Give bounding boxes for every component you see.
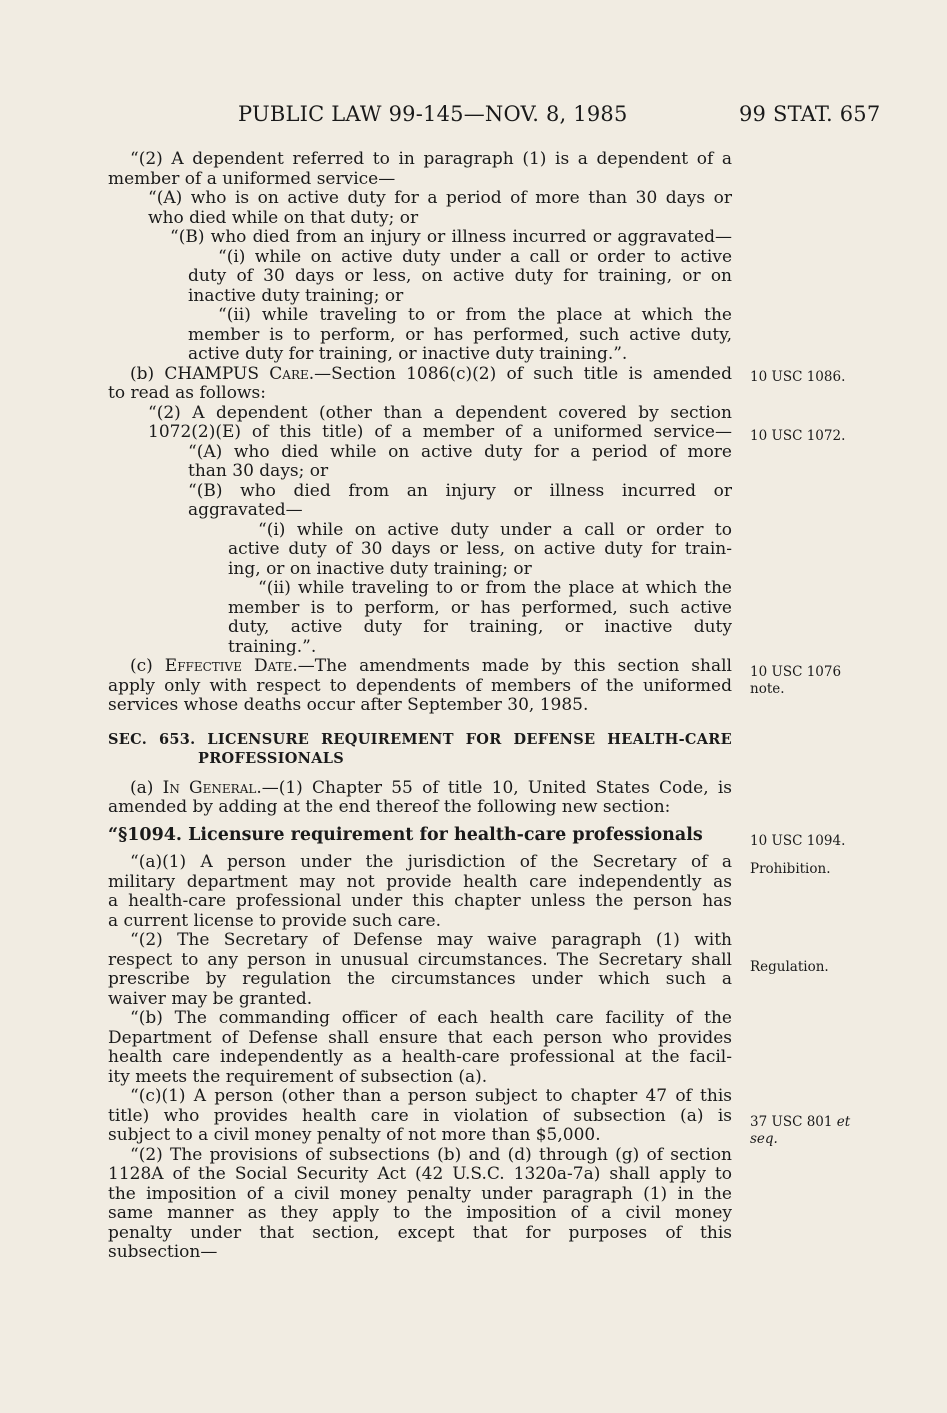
subsection-label: (a) xyxy=(130,777,163,798)
text-line: ing, or on inactive duty training; or xyxy=(228,558,532,579)
margin-note: Prohibition. xyxy=(750,861,831,877)
text-line: 1072(2)(E) of this title) of a member of a uniformed service— xyxy=(148,422,732,442)
text-line: a health-care professional under this chapter unless the person has xyxy=(108,891,732,911)
text-line: who died while on that duty; or xyxy=(148,207,419,228)
text-line: services whose deaths occur after September 30, 1985. xyxy=(108,695,589,715)
text-line: prescribe by regulation the circumstances under which such a xyxy=(108,969,732,989)
text-line: “(b) The commanding officer of each health care facility of the xyxy=(130,1008,732,1028)
text-line: to read as follows: xyxy=(108,383,266,403)
margin-note-italic: et xyxy=(836,1114,851,1130)
text-line: penalty under that section, except that for purposes of this xyxy=(108,1222,732,1243)
subsection-text: .—The amendments made by this section shall xyxy=(292,656,732,676)
text-line: military department may not provide health care independently as xyxy=(108,871,732,892)
text-line: “(2) A dependent referred to in paragraph (1) is a dependent of a xyxy=(130,149,732,169)
subsection-c-line xyxy=(108,657,732,677)
subsection-heading: CHAMPUS Care xyxy=(164,363,309,384)
text-line: member is to perform, or has performed, such active xyxy=(228,597,732,618)
text-line: “(ii) while traveling to or from the place at which the xyxy=(218,305,732,325)
text-line: inactive duty training; or xyxy=(188,285,404,306)
text-line: same manner as they apply to the imposition of a civil money xyxy=(108,1203,732,1223)
margin-note xyxy=(750,1114,850,1131)
body-text xyxy=(108,150,732,1263)
text-line: ity meets the requirement of subsection (a). xyxy=(108,1066,488,1087)
text-line: apply only with respect to dependents of members of the uniformed xyxy=(108,675,732,696)
subsection-text: .—Section 1086(c)(2) of such title is amended xyxy=(308,363,732,384)
text-line: “(A) who is on active duty for a period of more than 30 days or xyxy=(148,188,732,208)
text-line: subject to a civil money penalty of not more than $5,000. xyxy=(108,1125,601,1145)
new-section-heading: “§1094. Licensure requirement for health-care professionals xyxy=(108,824,703,845)
text-line: health care independently as a health-care professional at the facil- xyxy=(108,1047,732,1067)
text-line: “(ii) while traveling to or from the place at which the xyxy=(258,578,732,598)
text-line: “(i) while on active duty under a call or order to active xyxy=(218,246,732,267)
margin-note: 10 USC 1076 xyxy=(750,664,842,680)
subsection-a-line xyxy=(108,779,732,799)
text-line: “(i) while on active duty under a call or order to xyxy=(258,519,732,540)
text-line: duty, active duty for training, or inactive duty xyxy=(228,617,732,637)
margin-note-text: 37 USC 801 xyxy=(750,1114,837,1130)
subsection-text: .—(1) Chapter 55 of title 10, United States Code, is xyxy=(256,777,732,798)
text-line: waiver may be granted. xyxy=(108,988,313,1009)
margin-note: 10 USC 1072. xyxy=(750,428,846,444)
text-line: “(B) who died from an injury or illness incurred or aggravated— xyxy=(170,227,732,247)
text-line: “(a)(1) A person under the jurisdiction of the Secretary of a xyxy=(130,852,732,872)
margin-note: note. xyxy=(750,681,785,697)
text-line: training.”. xyxy=(228,636,317,657)
subsection-label: (c) xyxy=(130,656,165,676)
text-line: active duty for training, or inactive duty training.”. xyxy=(188,344,628,364)
text-line: amended by adding at the end thereof the following new section: xyxy=(108,797,671,817)
text-line: “(2) A dependent (other than a dependent covered by section xyxy=(148,402,732,423)
subsection-heading: In General xyxy=(162,777,257,798)
text-line: aggravated— xyxy=(188,500,303,520)
subsection-heading: Effective Date xyxy=(164,656,293,676)
section-heading: SEC. 653. LICENSURE REQUIREMENT FOR DEFENSE HEALTH-CARE xyxy=(108,730,732,748)
text-line: respect to any person in unusual circumstances. The Secretary shall xyxy=(108,949,732,970)
subsection-b-line xyxy=(108,365,732,385)
text-line: 1128A of the Social Security Act (42 U.S.C. 1320a-7a) shall apply to xyxy=(108,1164,732,1184)
text-line: member is to perform, or has performed, such active duty, xyxy=(188,324,732,345)
text-line: subsection— xyxy=(108,1242,218,1262)
margin-note: 10 USC 1086. xyxy=(750,369,846,385)
text-line: the imposition of a civil money penalty under paragraph (1) in the xyxy=(108,1183,732,1204)
text-line: active duty of 30 days or less, on active duty for train- xyxy=(228,539,732,559)
text-line: member of a uniformed service— xyxy=(108,168,396,189)
text-line: a current license to provide such care. xyxy=(108,910,441,931)
section-heading-cont: PROFESSIONALS xyxy=(198,750,345,767)
text-line: “(2) The provisions of subsections (b) and (d) through (g) of section xyxy=(130,1144,732,1165)
text-line: “(2) The Secretary of Defense may waive paragraph (1) with xyxy=(130,930,732,950)
subsection-label: (b) xyxy=(130,363,165,384)
text-line: “(B) who died from an injury or illness incurred or xyxy=(188,480,732,501)
margin-note: 10 USC 1094. xyxy=(750,833,846,849)
running-header-stat: 99 STAT. 657 xyxy=(739,102,881,126)
text-line: than 30 days; or xyxy=(188,461,329,481)
running-header-title: PUBLIC LAW 99-145—NOV. 8, 1985 xyxy=(238,102,628,126)
margin-note: Regulation. xyxy=(750,959,829,975)
text-line: duty of 30 days or less, on active duty for training, or on xyxy=(188,266,732,286)
text-line: Department of Defense shall ensure that each person who provides xyxy=(108,1027,732,1048)
margin-note: seq. xyxy=(750,1131,778,1147)
text-line: “(A) who died while on active duty for a period of more xyxy=(188,441,732,462)
text-line: “(c)(1) A person (other than a person subject to chapter 47 of this xyxy=(130,1086,732,1106)
text-line: title) who provides health care in violation of subsection (a) is xyxy=(108,1105,732,1126)
